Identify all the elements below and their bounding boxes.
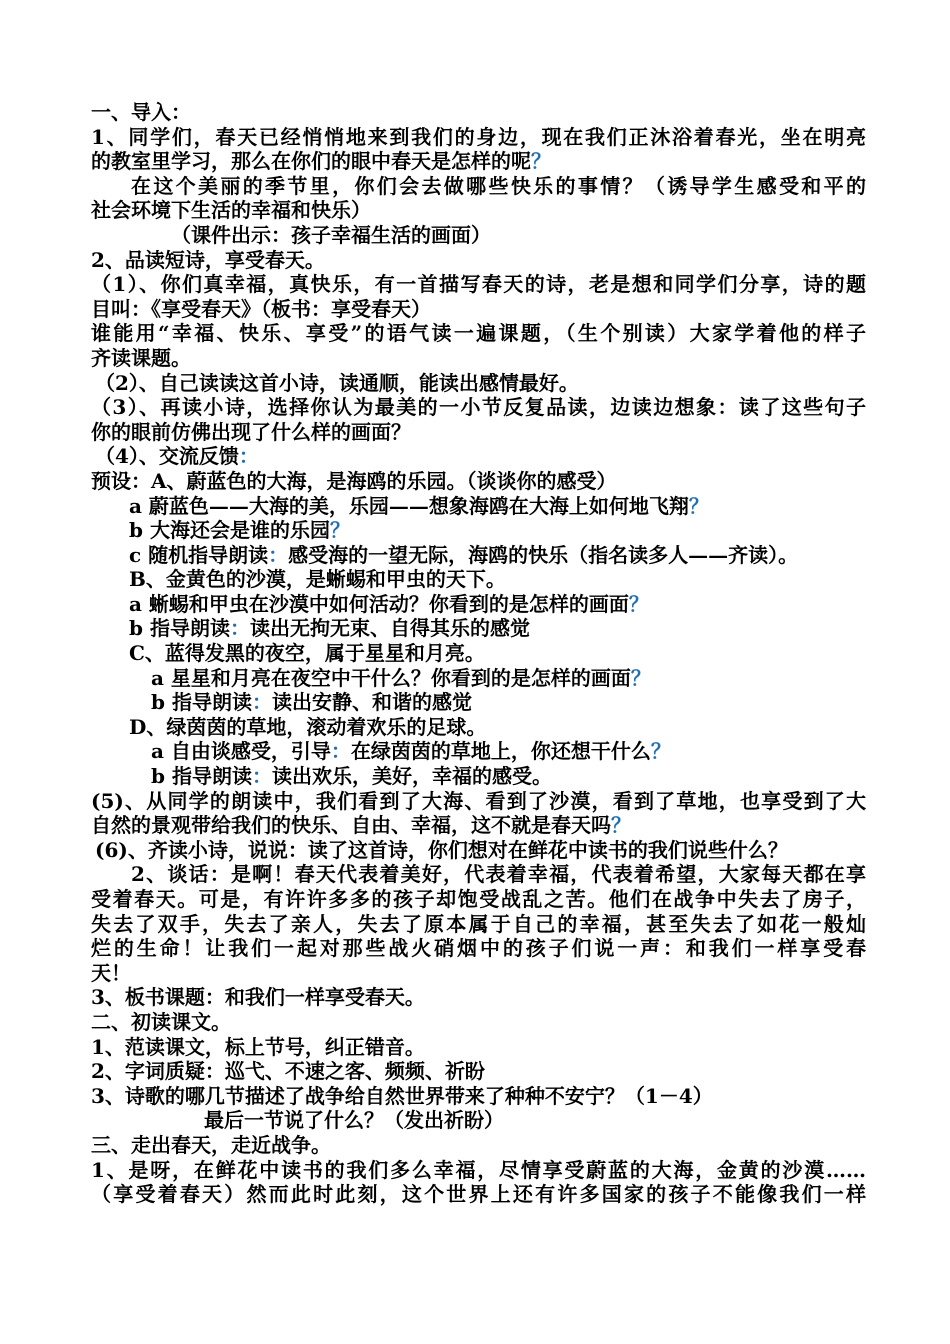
punctuation-mark: ？ [688,493,709,518]
line-text: (6)、齐读小诗，说说：读了这首诗，你们想对在鲜花中读书的我们说些什么？ [95,837,788,862]
line-text: 的教室里学习，那么在你们的眼中春天是怎样的呢 [91,149,531,174]
line-text: （1）、你们真幸福，真快乐，有一首描写春天的诗，老是想和同学们分享，诗的题 [91,272,866,297]
document-page [91,100,866,1207]
line-text: 在这个美丽的季节里，你们会去做哪些快乐的事情？（诱导学生感受和平的 [131,173,866,198]
text-line [91,789,866,814]
punctuation-mark: ： [268,542,289,567]
line-text: 2、字词质疑：巡弋、不速之客、频频、祈盼 [91,1059,485,1084]
line-text: 谁能用“幸福、快乐、享受”的语气读一遍课题，（生个别读）大家学着他的样子 [91,321,866,346]
text-line [91,518,866,543]
punctuation-mark: ？ [329,518,350,543]
text-line [91,764,866,789]
line-text: a 蔚蓝色——大海的美，乐园——想象海鸥在大海上如何地飞翔 [129,493,689,518]
text-line [91,616,866,641]
line-text: b 指导朗读 [151,764,252,789]
line-text: 二、初读课文。 [91,1009,231,1034]
text-line [91,887,866,912]
line-text: 3、板书课题：和我们一样享受春天。 [91,985,425,1010]
punctuation-mark: ？ [611,813,631,838]
punctuation-mark: ？ [650,739,671,764]
line-text: 你的眼前仿佛出现了什么样的画面？ [91,419,411,444]
text-line [91,739,866,764]
line-text: 1、同学们，春天已经悄悄地来到我们的身边，现在我们正沐浴着春光，坐在明亮 [91,124,866,149]
text-line [91,420,866,445]
text-line [91,936,866,961]
line-text: 受着春天。可是，有许许多多的孩子却饱受战乱之苦。他们在战争中失去了房子， [91,887,866,911]
punctuation-mark: ？ [628,591,649,616]
text-line [91,248,866,273]
line-text: 预设：A、蔚蓝色的大海，是海鸥的乐园。（谈谈你的感受） [91,468,617,493]
text-line [91,543,866,568]
text-line [91,1182,866,1207]
text-line [91,641,866,666]
text-line [91,395,866,420]
line-text: 2、品读短诗，享受春天。 [91,247,325,272]
line-text: 读出无拘无束、自得其乐的感觉 [249,616,530,641]
line-text: b 大海还会是谁的乐园 [129,518,330,543]
line-text: （2）、自己读读这首小诗，读通顺，能读出感情最好。 [95,370,579,395]
text-line [91,1010,866,1035]
text-line [91,838,866,863]
line-text: （4）、交流反馈 [95,444,239,469]
text-line [91,125,866,150]
line-text: 1、是呀，在鲜花中读书的我们多么幸福，尽情享受蔚蓝的大海，金黄的沙漠…… [91,1157,866,1182]
text-line [91,346,866,371]
line-text: a 自由谈感受，引导 [151,739,331,764]
text-line [91,149,866,174]
punctuation-mark: ： [251,690,272,715]
line-text: 2、谈话：是啊！春天代表着美好，代表着幸福，代表着希望，大家每天都在享 [131,862,866,887]
line-text: （3）、再读小诗，选择你认为最美的一小节反复品读，边读边想象：读了这些句子 [91,395,866,420]
text-line [91,567,866,592]
line-text: D、绿茵茵的草地，滚动着欢乐的足球。 [129,714,487,739]
line-text: （享受着春天）然而此时此刻，这个世界上还有许多国家的孩子不能像我们一样 [91,1182,866,1207]
line-text: 读出安静、和谐的感觉 [271,690,472,715]
text-line [91,1035,866,1060]
text-line [91,813,866,838]
text-line [91,912,866,937]
text-line [91,223,866,248]
punctuation-mark: ？ [531,149,551,174]
text-line [91,1158,866,1183]
line-text: a 星星和月亮在夜空中干什么？你看到的是怎样的画面 [151,665,631,690]
text-line [91,321,866,346]
punctuation-mark: ： [229,616,250,641]
punctuation-mark: ： [251,764,272,789]
text-line [91,961,866,986]
line-text: a 蜥蜴和甲虫在沙漠中如何活动？你看到的是怎样的画面 [129,591,629,616]
line-text: 三、走出春天，走近战争。 [91,1132,331,1157]
text-line [91,272,866,297]
line-text: 烂的生命！让我们一起对那些战火硝烟中的孩子们说一声：和我们一样享受春 [91,936,866,961]
text-line [91,198,866,223]
line-text: 一、导入： [91,100,191,124]
text-line [91,469,866,494]
line-text: （课件出示：孩子幸福生活的画面） [171,222,491,247]
punctuation-mark: ： [238,444,259,469]
line-text: 目叫：《享受春天》（板书：享受春天） [91,296,431,321]
text-line [91,666,866,691]
text-line [91,371,866,396]
text-line [91,494,866,519]
line-text: b 指导朗读 [151,690,252,715]
line-text: 3、诗歌的哪几节描述了战争给自然世界带来了种种不安宁？（1－4） [91,1083,713,1108]
text-line [91,862,866,887]
line-text: C、蓝得发黑的夜空，属于星星和月亮。 [129,641,485,666]
text-line [91,715,866,740]
text-line [91,1108,866,1133]
text-line [91,690,866,715]
text-line [91,297,866,322]
text-line [91,592,866,617]
line-text: c 随机指导朗读 [129,542,269,567]
line-text: 最后一节说了什么？（发出祈盼） [204,1108,504,1133]
line-text: b 指导朗读 [129,616,230,641]
text-line [91,1084,866,1109]
line-text: 天！ [91,960,131,985]
line-text: 齐读课题。 [91,345,191,370]
text-line [91,985,866,1010]
line-text: 自然的景观带给我们的快乐、自由、幸福，这不就是春天吗 [91,813,611,838]
text-line [91,100,866,125]
punctuation-mark: ： [330,739,351,764]
line-text: B、金黄色的沙漠，是蜥蜴和甲虫的天下。 [129,567,506,592]
text-line [91,1059,866,1084]
line-text: 1、范读课文，标上节号，纠正错音。 [91,1034,425,1059]
line-text: 感受海的一望无际，海鸥的快乐（指名读多人——齐读）。 [288,542,799,567]
line-text: 社会环境下生活的幸福和快乐） [91,198,371,223]
text-line [91,444,866,469]
line-text: 在绿茵茵的草地上，你还想干什么 [350,739,651,764]
text-line [91,174,866,199]
line-text: (5)、从同学的朗读中，我们看到了大海、看到了沙漠，看到了草地，也享受到了大 [91,788,866,813]
line-text: 读出欢乐，美好，幸福的感受。 [271,764,552,789]
text-line [91,1133,866,1158]
line-text: 失去了双手，失去了亲人，失去了原本属于自己的幸福，甚至失去了如花一般灿 [91,911,866,936]
punctuation-mark: ？ [630,665,651,690]
